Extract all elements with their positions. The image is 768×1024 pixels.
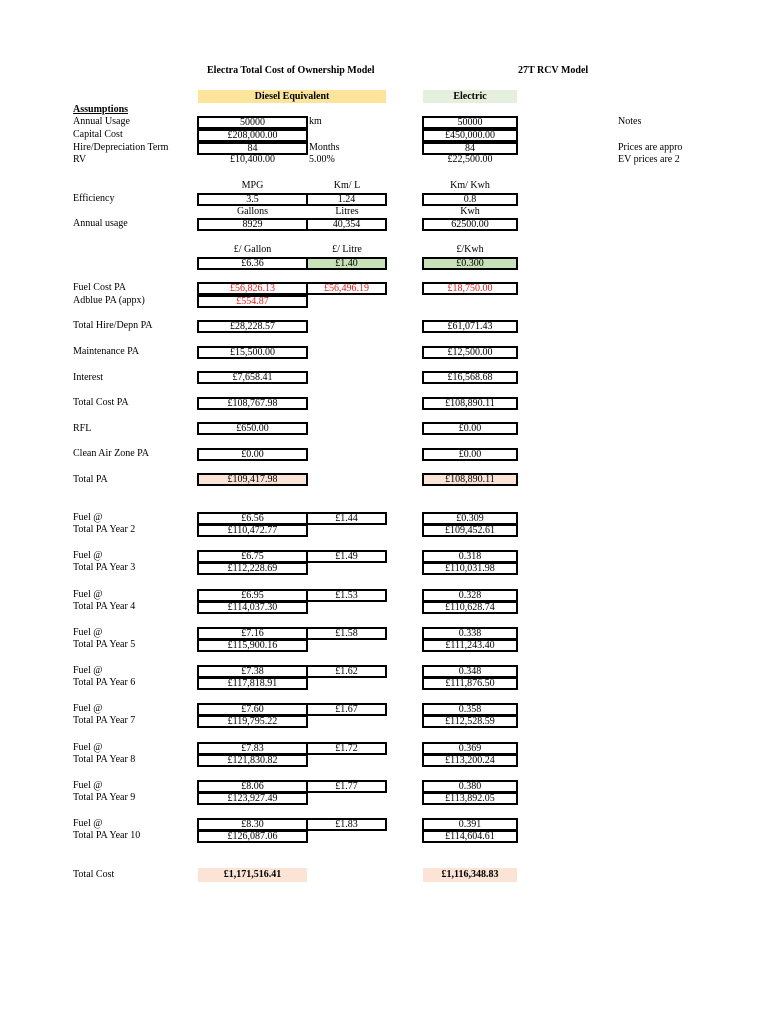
electric-total-pa-cell[interactable]: £108,890.11 bbox=[422, 473, 518, 486]
hire-depn-label: Total Hire/Depn PA bbox=[73, 320, 153, 331]
usage-unit: km bbox=[309, 116, 322, 127]
litre-fuel-price-cell[interactable]: £1.83 bbox=[306, 818, 387, 831]
electric-rv-value: £22,500.00 bbox=[447, 154, 493, 165]
interest-label: Interest bbox=[73, 372, 103, 383]
litre-fuel-price-cell[interactable]: £1.58 bbox=[306, 627, 387, 640]
diesel-year-total-cell[interactable]: £117,818.91 bbox=[197, 677, 308, 690]
diesel-maintenance-cell[interactable]: £15,500.00 bbox=[197, 346, 308, 359]
litre-fuel-price-cell[interactable]: £1.49 bbox=[306, 550, 387, 563]
rv-label: RV bbox=[73, 154, 87, 165]
electric-year-total-cell[interactable]: £114,604.61 bbox=[422, 830, 518, 843]
mpg-cell[interactable]: 3.5 bbox=[197, 193, 308, 206]
diesel-annual-usage-cell[interactable]: 50000 bbox=[197, 116, 308, 129]
electric-year-total-cell[interactable]: £113,892.05 bbox=[422, 792, 518, 805]
electric-interest-cell[interactable]: £16,568.68 bbox=[422, 371, 518, 384]
diesel-year-total-cell[interactable]: £126,087.06 bbox=[197, 830, 308, 843]
kml-cell[interactable]: 1.24 bbox=[306, 193, 387, 206]
diesel-capital-cost-cell[interactable]: £208,000.00 bbox=[197, 129, 308, 142]
total-pa-label: Total PA bbox=[73, 474, 108, 485]
fuel-at-label: Fuel @ bbox=[73, 589, 103, 600]
year-total-label: Total PA Year 8 bbox=[73, 754, 136, 765]
diesel-hire-term-cell[interactable]: 84 bbox=[197, 142, 308, 155]
electric-total-cost-pa-cell[interactable]: £108,890.11 bbox=[422, 397, 518, 410]
fuel-at-label: Fuel @ bbox=[73, 818, 103, 829]
electric-fuel-price-cell[interactable]: 0.348 bbox=[422, 665, 518, 678]
diesel-caz-cell[interactable]: £0.00 bbox=[197, 448, 308, 461]
price-gallon-header: £/ Gallon bbox=[233, 244, 272, 255]
year-total-label: Total PA Year 3 bbox=[73, 562, 136, 573]
fuel-at-label: Fuel @ bbox=[73, 780, 103, 791]
gallons-cell[interactable]: 8929 bbox=[197, 218, 308, 231]
electric-fuel-price-cell[interactable]: 0.391 bbox=[422, 818, 518, 831]
term-unit: Months bbox=[309, 142, 340, 153]
mpg-header: MPG bbox=[241, 180, 264, 191]
note-line-2: EV prices are 2 bbox=[618, 154, 680, 165]
maintenance-label: Maintenance PA bbox=[73, 346, 140, 357]
hire-term-label: Hire/Depreciation Term bbox=[73, 142, 169, 153]
price-gallon-cell[interactable]: £6.36 bbox=[197, 257, 308, 270]
adblue-label: Adblue PA (appx) bbox=[73, 295, 145, 306]
diesel-year-total-cell[interactable]: £123,927.49 bbox=[197, 792, 308, 805]
electric-fuel-cost-cell[interactable]: £18,750.00 bbox=[422, 282, 518, 295]
fuel-at-label: Fuel @ bbox=[73, 512, 103, 523]
diesel-fuel-price-cell[interactable]: £7.38 bbox=[197, 665, 308, 678]
notes-heading: Notes bbox=[618, 116, 642, 127]
fuel-at-label: Fuel @ bbox=[73, 550, 103, 561]
litres-cell[interactable]: 40,354 bbox=[306, 218, 387, 231]
electric-fuel-price-cell[interactable]: 0.369 bbox=[422, 742, 518, 755]
kwh-cell[interactable]: 62500.00 bbox=[422, 218, 518, 231]
fuel-at-label: Fuel @ bbox=[73, 703, 103, 714]
litre-fuel-price-cell[interactable]: £1.67 bbox=[306, 703, 387, 716]
electric-column-header: Electric bbox=[423, 90, 517, 103]
fuel-at-label: Fuel @ bbox=[73, 627, 103, 638]
price-kwh-cell[interactable]: £0.300 bbox=[422, 257, 518, 270]
electric-hire-term-cell[interactable]: 84 bbox=[422, 142, 518, 155]
capital-cost-label: Capital Cost bbox=[73, 129, 123, 140]
kmkwh-cell[interactable]: 0.8 bbox=[422, 193, 518, 206]
annual-usage-label: Annual Usage bbox=[73, 116, 130, 127]
vehicle-model-title: 27T RCV Model bbox=[518, 65, 589, 76]
electric-year-total-cell[interactable]: £110,031.98 bbox=[422, 562, 518, 575]
diesel-fuel-price-cell[interactable]: £7.60 bbox=[197, 703, 308, 716]
diesel-year-total-cell[interactable]: £119,795.22 bbox=[197, 715, 308, 728]
diesel-year-total-cell[interactable]: £114,037.30 bbox=[197, 601, 308, 614]
diesel-fuel-cost-cell[interactable]: £56,826.13 bbox=[197, 282, 308, 295]
grand-total-label: Total Cost bbox=[73, 869, 115, 880]
efficiency-label: Efficiency bbox=[73, 193, 115, 204]
diesel-total-pa-cell[interactable]: £109,417.98 bbox=[197, 473, 308, 486]
diesel-total-cost-pa-cell[interactable]: £108,767.98 bbox=[197, 397, 308, 410]
electric-capital-cost-cell[interactable]: £450,000.00 bbox=[422, 129, 518, 142]
diesel-column-header: Diesel Equivalent bbox=[198, 90, 386, 103]
year-total-label: Total PA Year 7 bbox=[73, 715, 136, 726]
year-total-label: Total PA Year 9 bbox=[73, 792, 136, 803]
diesel-rv-value: £10,400.00 bbox=[230, 154, 275, 165]
kml-header: Km/ L bbox=[333, 180, 361, 191]
electric-fuel-price-cell[interactable]: 0.380 bbox=[422, 780, 518, 793]
electric-fuel-price-cell[interactable]: £0.309 bbox=[422, 512, 518, 525]
electric-year-total-cell[interactable]: £113,200.24 bbox=[422, 754, 518, 767]
year-total-label: Total PA Year 4 bbox=[73, 601, 136, 612]
electric-caz-cell[interactable]: £0.00 bbox=[422, 448, 518, 461]
electric-year-total-cell[interactable]: £110,628.74 bbox=[422, 601, 518, 614]
price-litre-header: £/ Litre bbox=[332, 244, 362, 255]
litre-fuel-price-cell[interactable]: £1.44 bbox=[306, 512, 387, 525]
diesel-fuel-price-cell[interactable]: £7.16 bbox=[197, 627, 308, 640]
diesel-year-total-cell[interactable]: £121,830.82 bbox=[197, 754, 308, 767]
electric-fuel-price-cell[interactable]: 0.338 bbox=[422, 627, 518, 640]
diesel-fuel-price-cell[interactable]: £6.95 bbox=[197, 589, 308, 602]
diesel-interest-cell[interactable]: £7,658.41 bbox=[197, 371, 308, 384]
diesel-fuel-price-cell[interactable]: £6.56 bbox=[197, 512, 308, 525]
diesel-grand-total: £1,171,516.41 bbox=[198, 868, 307, 882]
fuel-at-label: Fuel @ bbox=[73, 742, 103, 753]
electric-fuel-price-cell[interactable]: 0.318 bbox=[422, 550, 518, 563]
electric-hire-depn-cell[interactable]: £61,071.43 bbox=[422, 320, 518, 333]
diesel-year-total-cell[interactable]: £115,900.16 bbox=[197, 639, 308, 652]
year-total-label: Total PA Year 2 bbox=[73, 524, 136, 535]
diesel-fuel-price-cell[interactable]: £8.30 bbox=[197, 818, 308, 831]
diesel-rfl-cell[interactable]: £650.00 bbox=[197, 422, 308, 435]
fuel-cost-label: Fuel Cost PA bbox=[73, 282, 126, 293]
diesel-fuel-price-cell[interactable]: £6.75 bbox=[197, 550, 308, 563]
diesel-fuel-price-cell[interactable]: £8.06 bbox=[197, 780, 308, 793]
electric-year-total-cell[interactable]: £111,876.50 bbox=[422, 677, 518, 690]
electric-maintenance-cell[interactable]: £12,500.00 bbox=[422, 346, 518, 359]
litre-fuel-price-cell[interactable]: £1.62 bbox=[306, 665, 387, 678]
gallons-header: Gallons bbox=[236, 206, 269, 217]
litre-fuel-price-cell[interactable]: £1.77 bbox=[306, 780, 387, 793]
diesel-year-total-cell[interactable]: £110,472.77 bbox=[197, 524, 308, 537]
electric-year-total-cell[interactable]: £112,528.59 bbox=[422, 715, 518, 728]
rfl-label: RFL bbox=[73, 423, 92, 434]
rv-percent: 5.00% bbox=[309, 154, 335, 165]
year-total-label: Total PA Year 10 bbox=[73, 830, 141, 841]
litre-fuel-cost-cell[interactable]: £56,496.19 bbox=[306, 282, 387, 295]
fuel-at-label: Fuel @ bbox=[73, 665, 103, 676]
electric-fuel-price-cell[interactable]: 0.328 bbox=[422, 589, 518, 602]
annual-usage-fuel-label: Annual usage bbox=[73, 218, 128, 229]
assumptions-heading: Assumptions bbox=[73, 104, 129, 115]
litres-header: Litres bbox=[335, 206, 359, 217]
electric-year-total-cell[interactable]: £111,243.40 bbox=[422, 639, 518, 652]
litre-fuel-price-cell[interactable]: £1.53 bbox=[306, 589, 387, 602]
electric-fuel-price-cell[interactable]: 0.358 bbox=[422, 703, 518, 716]
price-litre-cell[interactable]: £1.40 bbox=[306, 257, 387, 270]
model-title: Electra Total Cost of Ownership Model bbox=[207, 65, 375, 76]
year-total-label: Total PA Year 5 bbox=[73, 639, 136, 650]
electric-annual-usage-cell[interactable]: 50000 bbox=[422, 116, 518, 129]
total-cost-pa-label: Total Cost PA bbox=[73, 397, 129, 408]
diesel-fuel-price-cell[interactable]: £7.83 bbox=[197, 742, 308, 755]
electric-rfl-cell[interactable]: £0.00 bbox=[422, 422, 518, 435]
diesel-year-total-cell[interactable]: £112,228.69 bbox=[197, 562, 308, 575]
litre-fuel-price-cell[interactable]: £1.72 bbox=[306, 742, 387, 755]
diesel-hire-depn-cell[interactable]: £28,228.57 bbox=[197, 320, 308, 333]
adblue-cell[interactable]: £554.87 bbox=[197, 295, 308, 308]
kwh-header: Kwh bbox=[460, 206, 480, 217]
price-kwh-header: £/Kwh bbox=[456, 244, 484, 255]
electric-year-total-cell[interactable]: £109,452.61 bbox=[422, 524, 518, 537]
electric-grand-total: £1,116,348.83 bbox=[423, 868, 517, 882]
note-line-1: Prices are appro bbox=[618, 142, 683, 153]
caz-label: Clean Air Zone PA bbox=[73, 448, 150, 459]
kmkwh-header: Km/ Kwh bbox=[450, 180, 490, 191]
year-total-label: Total PA Year 6 bbox=[73, 677, 136, 688]
